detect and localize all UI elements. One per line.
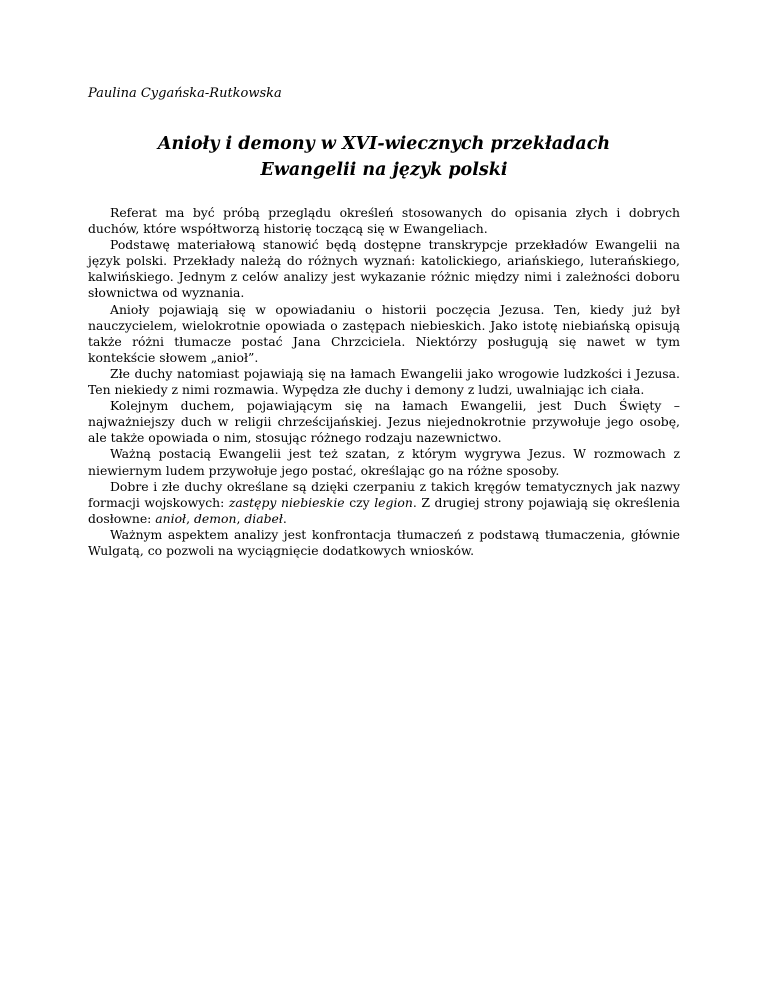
paragraph-7	[88, 479, 680, 527]
paragraph-1: Referat ma być próbą przeglądu określeń stosowanych do opisania złych i dobrych duchów, które współtworzą historię toczącą się w Ewangeliach.	[88, 205, 680, 237]
author-name: Paulina Cygańska-Rutkowska	[88, 86, 282, 101]
term-zastepy-niebieskie: zastępy niebieskie	[228, 494, 345, 510]
paragraph-7-text-a: Dobre i złe duchy określane są dzięki czerpaniu z takich kręgów tematycznych jak nazwy formacji wojskowych:	[88, 478, 680, 510]
abstract-body	[88, 205, 680, 559]
paragraph-4: Złe duchy natomiast pojawiają się na łamach Ewangelii jako wrogowie ludzkości i Jezusa. Ten niekiedy z nimi rozmawia. Wypędza złe duchy i demony z ludzi, uwalniając ich ciała.	[88, 365, 680, 398]
term-aniol: anioł	[155, 510, 187, 526]
document-title	[88, 131, 680, 183]
term-legion: legion	[374, 494, 413, 510]
title-line-2: Ewangelii na język polski	[260, 160, 508, 180]
term-diabel: diabeł	[244, 510, 283, 526]
term-demon: demon	[193, 510, 237, 526]
paragraph-8: Ważnym aspektem analizy jest konfrontacja tłumaczeń z podstawą tłumaczenia, głównie Wulgatą, co pozwoli na wyciągnięcie dodatkowych wniosków.	[88, 526, 680, 558]
paragraph-2: Podstawę materiałową stanowić będą dostępne transkrypcje przekładów Ewangelii na język polski. Przekłady należą do różnych wyznań: katolickiego, ariańskiego, luterańskiego, kalwińskiego. Jednym z celów analizy jest wykazanie różnic między nimi i zależności doboru słownictwa od wyznania.	[88, 237, 680, 301]
paragraph-7-text-f: .	[282, 510, 287, 526]
paragraph-7-text-c: . Z drugiej strony pojawiają się określenia dosłowne:	[88, 494, 680, 526]
paragraph-5: Kolejnym duchem, pojawiającym się na łamach Ewangelii, jest Duch Święty – najważniejszy duch w religii chrześcijańskiej. Jezus niejednokrotnie przywołuje jego osobę, ale także opowiada o nim, stosując różnego rodzaju nazewnictwo.	[88, 398, 680, 446]
paragraph-7-text-b: czy	[344, 494, 375, 510]
paragraph-7-text-d: ,	[186, 510, 194, 526]
paragraph-6: Ważną postacią Ewangelii jest też szatan, z którym wygrywa Jezus. W rozmowach z niewiernym ludem przywołuje jego postać, określając go na różne sposoby.	[88, 446, 680, 478]
paragraph-7-text-e: ,	[236, 510, 245, 526]
title-line-1: Anioły i demony w XVI-wiecznych przekładach	[157, 134, 611, 154]
paragraph-3: Anioły pojawiają się w opowiadaniu o historii poczęcia Jezusa. Ten, kiedy już był nauczycielem, wielokrotnie opowiada o zastępach niebieskich. Jako istotę niebiańską opisują także różni tłumacze postać Jana Chrzciciela. Niektórzy posługują się nawet w tym kontekście słowem „anioł”.	[88, 301, 680, 365]
